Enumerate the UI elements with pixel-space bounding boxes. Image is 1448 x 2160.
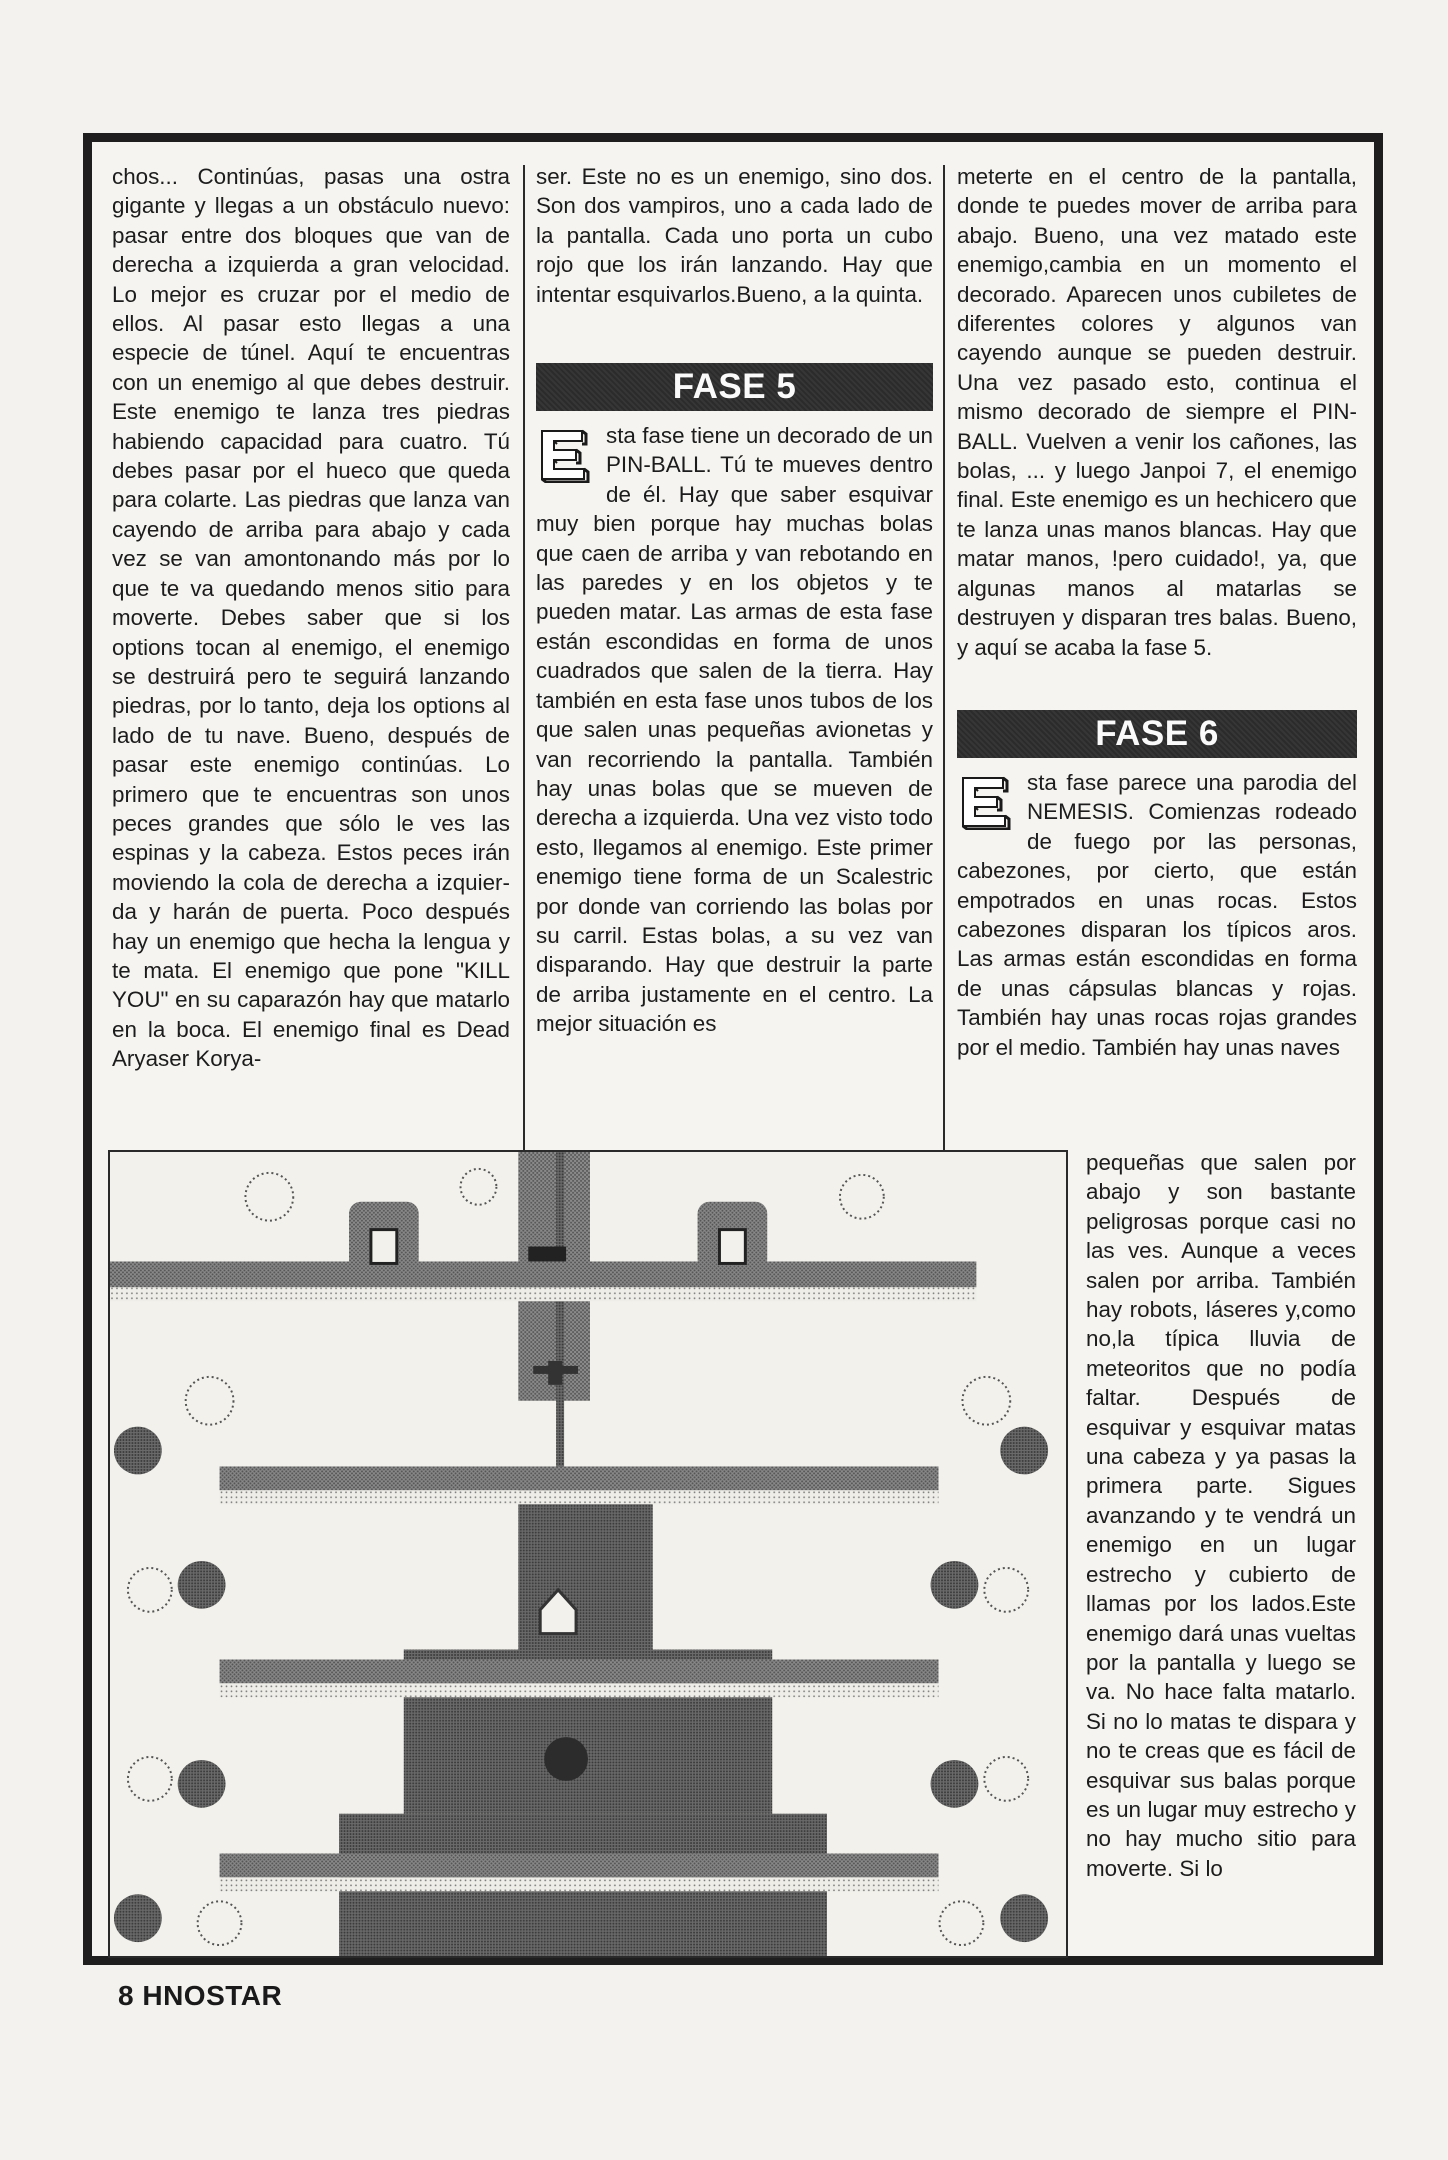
column-divider [943,165,945,1150]
stone-head-sprite [698,1202,768,1272]
page-footer: 8 HNOSTAR [118,1980,283,2011]
stone-head-sprite [349,1202,419,1272]
article-column-1 [112,162,510,1147]
column-1-text: chos... Continúas, pasas una ostra gigante y llegas a un obstáculo nuevo: pasar entre dos bloques que van de derecha a izquierda a gran velocidad. Lo mejor es cruzar por el medio de ellos. Al pasar esto llegas a una especie de túnel. Aquí te encuentras con un enemigo al que debes destruir. Este enemigo te lanza tres piedras habiendo capacidad para cuatro. Tú debes pasar por el hueco que queda para colarte. Las piedras que lanza van cayendo de arriba para abajo y cada vez se van amontonando más por lo que te va quedando menos sitio para moverte. Debes saber que si los options tocan al enemigo, el enemigo se destruirá pero te seguirá lanzando piedras, por lo tanto, deja los options al lado de tu nave. Bueno, después de pasar este enemigo continúas. Lo primero que te encuentras son unos peces grandes que sólo le ves las espinas y la cabeza. Estos peces irán moviendo la cola de derecha a izquierda y harán de puerta. Poco después hay un enemigo que hecha la lengua y te mata. El enemigo que pone "KILL YOU" en su caparazón hay que matarlo en la boca. El enemigo final es Dead Aryaser Korya- [112,164,510,1072]
dropcap-e-icon [536,427,592,483]
column-divider [523,165,525,1150]
article-column-3 [957,162,1357,1142]
column-3-intro: meterte en el centro de la pantalla, donde te puedes mover de arriba para abajo. Bueno, una vez matado este enemigo,cambia en un momento el decorado. Aparecen unos cubiletes de diferentes colores y algunos van cayendo aunque se pueden destruir. Una vez pasado esto, continua el mismo decorado de siempre el PIN-BALL. Vuelven a venir los cañones, las bolas, ... y luego Janpoi 7, el enemigo final. Este enemigo es un hechicero que te lanza unas manos blancas. Hay que matar manos, !pero cuidado!, ya, que algunas manos al matarlas se destruyen y disparan tres balas. Bueno, y aquí se acaba la fase 5. [957,164,1357,660]
fase-5-body: sta fase tiene un decorado de un PIN-BALL. Tú te mueves dentro de él. Hay que saber esquivar muy bien porque hay muchas bolas que caen de arriba y van rebotando en las paredes y en los objetos y te pueden matar. Las armas de esta fase están escondidas en forma de unos cuadrados que salen de la tierra. Hay también en esta fase unos tubos de los que salen unas pequeñas avionetas y van recorriendo la pantalla. También hay unas bolas que se mueven de derecha a izquierda. Una vez visto todo esto, llegamos al enemigo. Este primer enemigo tiene forma de un Scalestric por donde van corriendo las bolas por su carril. Estas bolas, a su vez van disparando. Hay que destruir la parte de arriba justamente en el centro. La mejor situación es [536,423,933,1037]
article-column-3-continued [1086,1148,1356,1958]
fase-6-body: sta fase parece una parodia del NEMESIS. Comienzas rodeado de fuego por las personas, cabezones, por cierto, que están empotrados en unas rocas. Estos cabezones disparan los típicos aros. Las armas están escondidas en forma de unas cápsulas blancas y rojas. También hay unas rocas rojas grandes por el medio. También hay unas naves [957,769,1357,1060]
section-heading-fase-6: FASE 6 [957,710,1357,758]
column-2-intro: ser. Este no es un enemigo, sino dos. Son dos vampiros, uno a cada lado de la pantalla. Cada uno porta un cubo rojo que los irán lanzando. Hay que intentar esquivarlos.Bueno, a la quinta. [536,164,933,307]
dropcap-e-icon [957,774,1013,830]
article-column-2 [536,162,933,1142]
section-heading-fase-5: FASE 5 [536,363,933,411]
game-scene-image [110,1152,1066,1956]
game-screenshot [108,1150,1068,1958]
fase-6-continued: pequeñas que salen por abajo y son bastante peligrosas porque casi no las ves. Aunque a veces salen por arriba. También hay robots, láseres y,como no,la típica lluvia de meteoritos que no podía faltar. Después de esquivar y esquivar matas una cabeza y ya pasas la primera parte. Sigues avanzando y te vendrá un enemigo en un lugar estrecho y cubierto de llamas por los lados.Este enemigo dará unas vueltas por la pantalla y luego se va. No hace falta matarlo. Si no lo matas te dispara y no te creas que es fácil de esquivar sus balas porque es un lugar muy estrecho y no hay mucho sitio para moverte. Si lo [1086,1150,1356,1881]
